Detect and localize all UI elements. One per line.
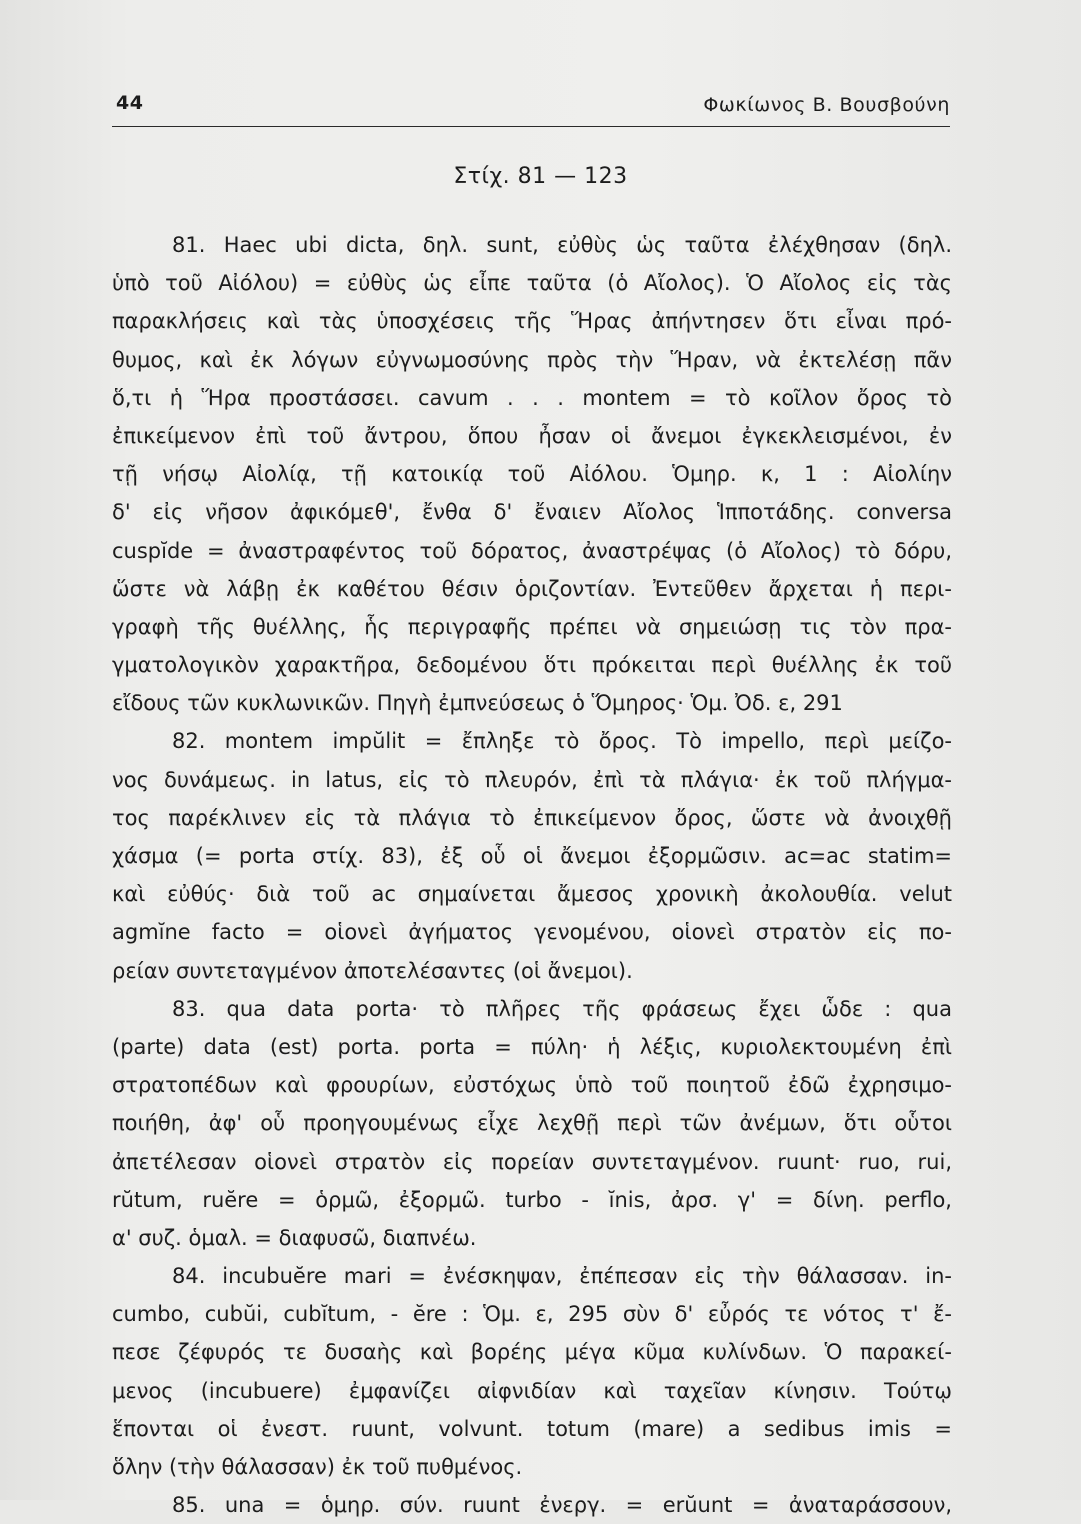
text-line: στρατοπέδων καὶ φρουρίων, εὐστόχως ὑπὸ τοῦ ποιητοῦ ἐδῶ ἐχρησιμο-: [112, 1073, 952, 1098]
text-line: α' συζ. ὁμαλ. = διαφυσῶ, διαπνέω.: [112, 1225, 477, 1250]
text-line: καὶ εὐθύς· διὰ τοῦ ac σημαίνεται ἄμεσος χρονικὴ ἀκολουθία. velut: [112, 882, 952, 907]
running-head: Φωκίωνος Β. Βουσβούνη: [703, 94, 950, 116]
text-line: ἐπικείμενον ἐπὶ τοῦ ἄντρου, ὅπου ἦσαν οἱ ἄνεμοι ἐγκεκλεισμένοι, ἐν: [112, 423, 952, 448]
text-line: 84. incubuĕre mari = ἐνέσκηψαν, ἐπέπεσαν εἰς τὴν θάλασσαν. in-: [172, 1264, 952, 1289]
text-line: 85. una = ὁμηρ. σύν. ruunt ἐνεργ. = erŭunt = ἀναταράσσουν,: [172, 1493, 952, 1518]
commentary-body: [112, 226, 952, 1524]
text-line: γματολογικὸν χαρακτῆρα, δεδομένου ὅτι πρόκειται περὶ θυέλλης ἐκ τοῦ: [112, 653, 952, 678]
text-line: (parte) data (est) porta. porta = πύλη· ἡ λέξις, κυριολεκτουμένη ἐπὶ: [112, 1034, 952, 1059]
text-line: ὑπὸ τοῦ Αἰόλου) = εὐθὺς ὡς εἶπε ταῦτα (ὁ Αἴολος). Ὁ Αἴολος εἰς τὰς: [112, 271, 952, 296]
text-line: ρείαν συντεταγμένον ἀποτελέσαντες (οἱ ἄνεμοι).: [112, 958, 633, 983]
text-line: παρακλήσεις καὶ τὰς ὑποσχέσεις τῆς Ἥρας ἀπήντησεν ὅτι εἶναι πρό-: [112, 309, 952, 334]
text-line: νος δυνάμεως. in latus, εἰς τὸ πλευρόν, ἐπὶ τὰ πλάγια· ἐκ τοῦ πλήγμα-: [112, 767, 952, 792]
text-line: ἕπονται οἱ ἐνεστ. ruunt, volvunt. totum (mare) a sedibus imis =: [112, 1416, 952, 1441]
text-line: ὅλην (τὴν θάλασσαν) ἐκ τοῦ πυθμένος.: [112, 1455, 523, 1479]
text-line: cumbo, cubŭi, cubĭtum, - ĕre : Ὁμ. ε, 295 σὺν δ' εὖρός τε νότος τ' ἔ-: [112, 1302, 952, 1327]
section-title: Στίχ. 81 — 123: [453, 164, 628, 189]
text-line: τος παρέκλινεν εἰς τὰ πλάγια τὸ ἐπικείμενον ὄρος, ὥστε νὰ ἀνοιχθῇ: [112, 805, 952, 830]
text-line: 82. montem impŭlit = ἔπληξε τὸ ὄρος. Τὸ impello, περὶ μείζο-: [172, 729, 952, 754]
text-line: agmĭne facto = οἱονεὶ ἀγήματος γενομένου, οἱονεὶ στρατὸν εἰς πο-: [112, 920, 952, 945]
text-line: ποιήθη, ἀφ' οὗ προηγουμένως εἶχε λεχθῇ περὶ τῶν ἀνέμων, ὅτι οὗτοι: [112, 1111, 952, 1136]
text-line: ἀπετέλεσαν οἱονεὶ στρατὸν εἰς πορείαν συντεταγμένον. ruunt· ruo, rui,: [112, 1149, 952, 1174]
text-line: εἴδους τῶν κυκλωνικῶν. Πηγὴ ἐμπνεύσεως ὁ Ὅμηρος· Ὁμ. Ὀδ. ε, 291: [112, 691, 843, 716]
text-line: πεσε ζέφυρός τε δυσαὴς καὶ βορέης μέγα κῦμα κυλίνδων. Ὁ παρακεί-: [112, 1340, 952, 1365]
text-line: θυμος, καὶ ἐκ λόγων εὐγνωμοσύνης πρὸς τὴν Ἥραν, νὰ ἐκτελέσῃ πᾶν: [112, 347, 952, 372]
text-line: δ' εἰς νῆσον ἀφικόμεθ', ἔνθα δ' ἔναιεν Αἴολος Ἱπποτάδης. conversa: [112, 500, 952, 525]
text-line: γραφὴ τῆς θυέλλης, ἧς περιγραφῆς πρέπει νὰ σημειώσῃ τις τὸν πρα-: [112, 614, 952, 639]
page-number: 44: [116, 92, 144, 114]
text-line: χάσμα (= porta στίχ. 83), ἐξ οὗ οἱ ἄνεμοι ἐξορμῶσιν. ac=ac statim=: [112, 844, 952, 868]
text-line: μενος (incubuere) ἐμφανίζει αἰφνιδίαν καὶ ταχεῖαν κίνησιν. Τούτῳ: [112, 1378, 952, 1403]
text-line: rŭtum, ruĕre = ὁρμῶ, ἐξορμῶ. turbo - ĭnis, ἀρσ. γ' = δίνη. perflo,: [112, 1187, 952, 1212]
page-header: [112, 92, 950, 127]
text-line: ὥστε νὰ λάβῃ ἐκ καθέτου θέσιν ὁριζοντίαν. Ἐντεῦθεν ἄρχεται ἡ περι-: [112, 576, 952, 601]
text-line: 83. qua data porta· τὸ πλῆρες τῆς φράσεως ἔχει ὧδε : qua: [172, 996, 952, 1021]
text-line: ὅ,τι ἡ Ἥρα προστάσσει. cavum . . . montem = τὸ κοῖλον ὄρος τὸ: [112, 385, 952, 410]
text-line: 81. Haec ubi dicta, δηλ. sunt, εὐθὺς ὡς ταῦτα ἐλέχθησαν (δηλ.: [172, 233, 952, 257]
text-line: cuspĭde = ἀναστραφέντος τοῦ δόρατος, ἀναστρέψας (ὁ Αἴολος) τὸ δόρυ,: [112, 538, 952, 563]
text-line: τῇ νήσῳ Αἰολίᾳ, τῇ κατοικίᾳ τοῦ Αἰόλου. Ὁμηρ. κ, 1 : Αἰολίην: [112, 462, 952, 487]
